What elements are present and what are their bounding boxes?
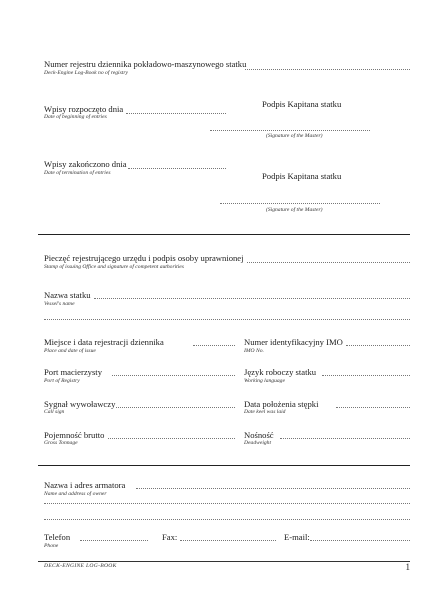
place-date-issue-field[interactable]	[193, 345, 235, 346]
fax-field[interactable]	[180, 540, 276, 541]
deadweight-label: Nośność	[244, 430, 274, 440]
stamp-sublabel: Stamp of issuing Office and signature of competent authorities	[44, 264, 184, 270]
stamp-field[interactable]	[247, 262, 410, 263]
owner-field-line-3[interactable]	[44, 519, 410, 520]
keel-label: Data położenia stępki	[244, 399, 319, 409]
vessel-name-field[interactable]	[94, 298, 410, 299]
master-signature-label-2: Podpis Kapitana statku	[262, 171, 342, 181]
call-sign-sublabel: Call sign	[44, 409, 65, 415]
phone-field[interactable]	[80, 540, 148, 541]
registry-sublabel: Deck-Engine Log-Book no of registry	[44, 70, 128, 76]
owner-sublabel: Name and address of owner	[44, 491, 107, 497]
keel-field[interactable]	[336, 407, 410, 408]
email-label: E-mail:	[284, 532, 310, 542]
page-number: 1	[405, 562, 410, 572]
language-sublabel: Working language	[244, 378, 285, 384]
gross-tonnage-sublabel: Gross Tonnage	[44, 440, 78, 446]
vessel-name-label: Nazwa statku	[44, 290, 91, 300]
section-divider-2	[38, 465, 410, 466]
place-date-issue-sublabel: Place and date of issue	[44, 348, 96, 354]
footer-title: DECK-ENGINE LOG-BOOK	[44, 563, 117, 569]
email-field[interactable]	[310, 540, 410, 541]
registry-label: Numer rejestru dziennika pokładowo-maszynowego statku	[44, 59, 247, 69]
deadweight-sublabel: Deadweight	[244, 440, 272, 446]
imo-label: Numer identyfikacyjny IMO	[244, 337, 343, 347]
entries-end-field[interactable]	[128, 168, 226, 169]
gross-tonnage-field[interactable]	[108, 438, 235, 439]
master-signature-field-2[interactable]	[220, 203, 380, 204]
stamp-label: Pieczęć rejestrującego urzędu i podpis osoby uprawnionej	[44, 253, 244, 263]
fax-label: Fax:	[162, 532, 178, 542]
section-divider-1	[38, 234, 410, 235]
master-signature-label-1: Podpis Kapitana statku	[262, 99, 342, 109]
imo-sublabel: IMO No.	[244, 348, 264, 354]
port-label: Port macierzysty	[44, 367, 102, 377]
vessel-name-field-line-2[interactable]	[44, 319, 410, 320]
owner-field-line-2[interactable]	[44, 503, 410, 504]
entries-begin-label: Wpisy rozpoczęto dnia	[44, 104, 124, 114]
keel-sublabel: Date keel was laid	[244, 409, 286, 415]
entries-end-sublabel: Date of termination of entries	[44, 170, 111, 176]
place-date-issue-label: Miejsce i data rejestracji dziennika	[44, 337, 164, 347]
footer-rule	[38, 561, 410, 562]
call-sign-field[interactable]	[116, 407, 235, 408]
imo-field[interactable]	[346, 345, 410, 346]
language-field[interactable]	[322, 375, 410, 376]
owner-field[interactable]	[136, 488, 410, 489]
master-signature-sublabel-2: (Signature of the Master)	[266, 207, 323, 213]
owner-label: Nazwa i adres armatora	[44, 480, 126, 490]
call-sign-label: Sygnał wywoławczy	[44, 399, 116, 409]
master-signature-field-1[interactable]	[210, 130, 370, 131]
language-label: Język roboczy statku	[244, 367, 317, 377]
phone-label: Telefon	[44, 532, 71, 542]
master-signature-sublabel-1: (Signature of the Master)	[266, 133, 323, 139]
gross-tonnage-label: Pojemność brutto	[44, 430, 105, 440]
port-sublabel: Port of Registry	[44, 378, 80, 384]
registry-field[interactable]	[245, 69, 410, 70]
entries-end-label: Wpisy zakończono dnia	[44, 159, 127, 169]
entries-begin-sublabel: Date of beginning of entries	[44, 114, 107, 120]
port-field[interactable]	[112, 375, 235, 376]
phone-sublabel: Phone	[44, 543, 59, 549]
deadweight-field[interactable]	[280, 438, 410, 439]
vessel-name-sublabel: Vessel's name	[44, 301, 75, 307]
entries-begin-field[interactable]	[126, 113, 226, 114]
